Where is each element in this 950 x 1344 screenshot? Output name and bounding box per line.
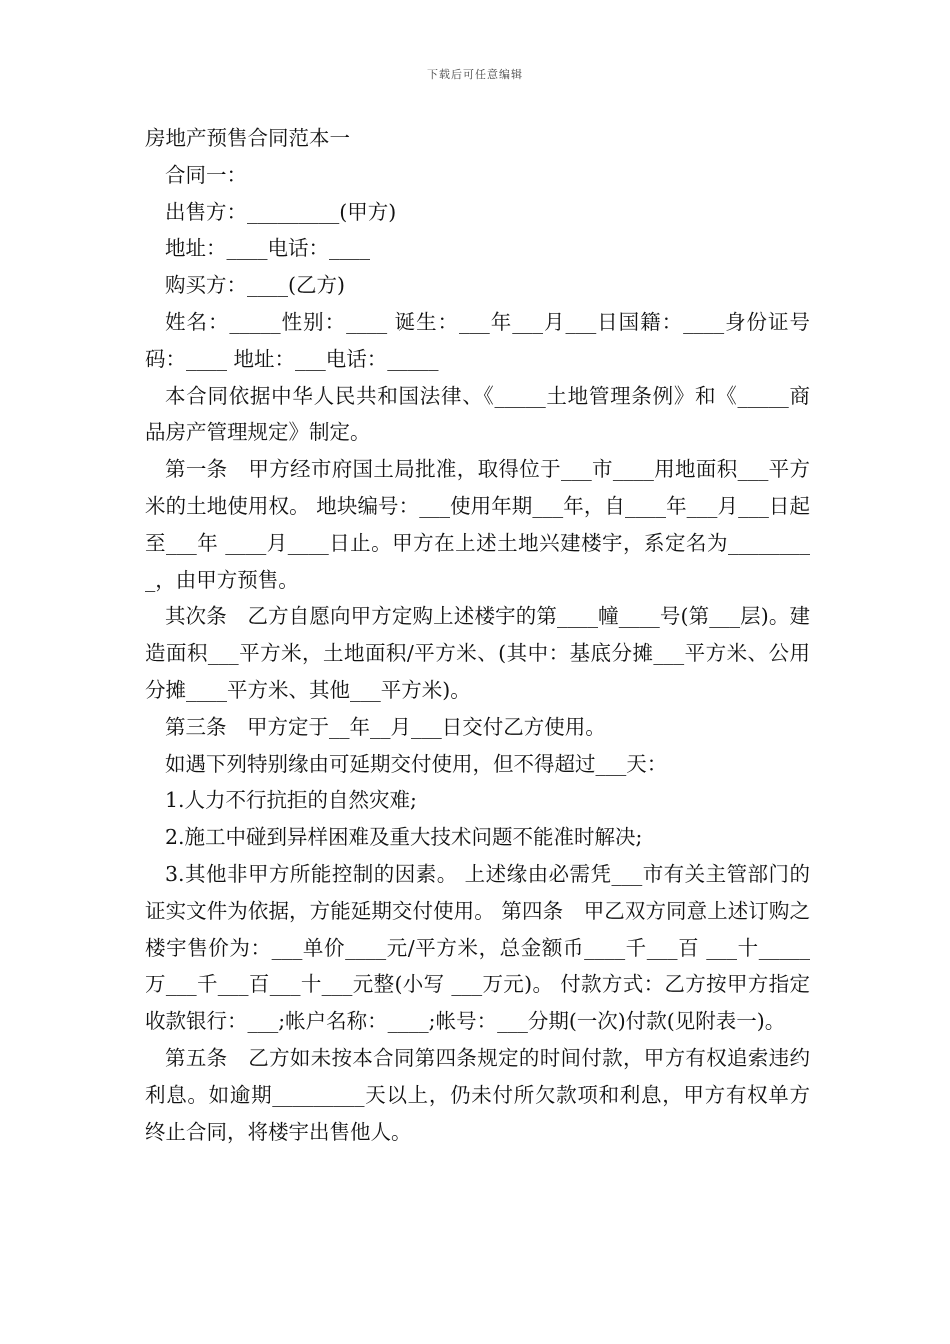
paragraph-legal-basis: 本合同依据中华人民共和国法律、《_____土地管理条例》和《_____商品房产管理规定》制定。: [145, 383, 810, 445]
paragraph-condition-2: 2.施工中碰到异样困难及重大技术问题不能准时解决;: [165, 825, 643, 850]
paragraph-article-5: 第五条 乙方如未按本合同第四条规定的时间付款，甲方有权追索违约利息。如逾期_________天以上，仍未付所欠款项和利息，甲方有权单方终止合同，将楼宇出售他人。: [145, 1045, 810, 1144]
paragraph-seller: 出售方：_________(甲方): [165, 199, 397, 224]
page-header-note: 下载后可任意编辑: [427, 68, 523, 81]
paragraph-buyer: 购买方：____(乙方): [165, 273, 345, 298]
paragraph-seller-address: 地址：____电话：____: [165, 236, 370, 261]
paragraph-contract-one: 合同一：: [165, 162, 247, 187]
paragraph-article-2: 其次条 乙方自愿向甲方定购上述楼宇的第____幢____号(第___层)。建造面积___平方米，土地面积/平方米、(其中：基底分摊___平方米、公用分摊____平方米、其他___平方米)。: [145, 604, 810, 702]
document-body: [145, 120, 810, 1150]
paragraph-condition-3-and-article-4: 3.其他非甲方所能控制的因素。 上述缘由必需凭___市有关主管部门的证实文件为依据，方能延期交付使用。 第四条 甲乙双方同意上述订购之楼宇售价为：___单价____元/平方米，总金额币____千___百 ___十_____万___千___百___十___元整(小写 ___万元)。 付款方式：乙方按甲方指定收款银行：___;帐户名称：____;帐号：___分期(一次)付款(见附表一)。: [145, 861, 811, 1034]
paragraph-condition-1: 1.人力不行抗拒的自然灾难;: [165, 788, 417, 813]
paragraph-article-3: 第三条 甲方定于__年__月___日交付乙方使用。: [165, 714, 606, 739]
paragraph-delay-conditions: 如遇下列特别缘由可延期交付使用，但不得超过___天：: [165, 751, 668, 776]
paragraph-buyer-details: 姓名：_____性别：____ 诞生：___年___月___日国籍：____身份证号码：____ 地址：___电话：_____: [145, 309, 810, 371]
paragraph-article-1: 第一条 甲方经市府国土局批准，取得位于___市____用地面积___平方米的土地使用权。 地块编号：___使用年期___年，自____年___月___日起至___年 ____月____日止。甲方在上述土地兴建楼宇，系定名为_________，由甲方预售。: [145, 457, 810, 592]
document-title: 房地产预售合同范本一: [145, 126, 350, 150]
